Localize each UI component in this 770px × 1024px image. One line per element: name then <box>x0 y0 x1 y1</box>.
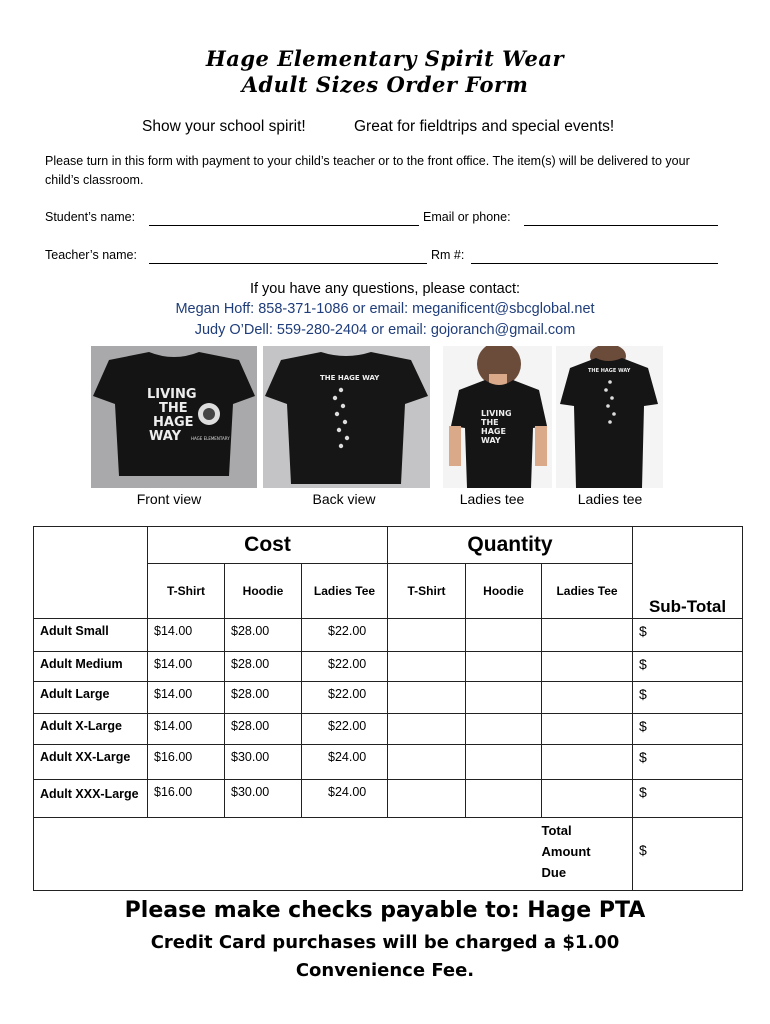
total-amount-cell[interactable]: $ <box>633 818 743 891</box>
cost-ladies-header: Ladies Tee <box>302 564 388 619</box>
qty-ladies-cell[interactable] <box>542 714 633 745</box>
front-small-text: HAGE ELEMENTARY <box>191 436 230 441</box>
table-row <box>34 780 743 818</box>
ladies-tee-caption-2: Ladies tee <box>577 491 643 507</box>
svg-text:WAY: WAY <box>149 429 181 444</box>
subtotal-cell[interactable]: $ <box>633 682 743 714</box>
qty-hoodie-cell[interactable] <box>466 619 542 652</box>
cost-header: Cost <box>148 527 388 564</box>
contact-person-1: Megan Hoff: 858-371-1086 or email: meganificent@sbcglobal.net <box>175 301 595 317</box>
student-name-line[interactable] <box>149 225 419 226</box>
front-view-photo <box>91 346 257 488</box>
total-label-line-3: Due <box>541 865 567 880</box>
qty-tshirt-cell[interactable] <box>388 619 466 652</box>
credit-card-line-1: Credit Card purchases will be charged a $1.00 <box>150 932 620 953</box>
email-phone-line[interactable] <box>524 225 718 226</box>
qty-hoodie-cell[interactable] <box>466 714 542 745</box>
svg-text:THE HAGE WAY: THE HAGE WAY <box>588 368 631 374</box>
teacher-name-label: Teacher’s name: <box>45 248 137 262</box>
back-view-photo <box>263 346 430 488</box>
subtotal-cell[interactable]: $ <box>633 652 743 682</box>
qty-tshirt-cell[interactable] <box>388 682 466 714</box>
room-line[interactable] <box>471 263 718 264</box>
credit-card-note <box>0 929 770 985</box>
room-label: Rm #: <box>431 248 465 262</box>
price-ladies: $22.00 <box>302 714 388 745</box>
size-label: Adult XXX-Large <box>34 780 148 818</box>
price-ladies: $22.00 <box>302 682 388 714</box>
price-ladies: $24.00 <box>302 745 388 780</box>
price-tshirt: $16.00 <box>148 780 225 818</box>
table-row <box>34 652 743 682</box>
ladies-tee-back-photo <box>556 346 663 488</box>
contact-person-2: Judy O’Dell: 559-280-2404 or email: gojoranch@gmail.com <box>194 322 576 338</box>
cost-tshirt-header: T-Shirt <box>148 564 225 619</box>
price-ladies: $22.00 <box>302 619 388 652</box>
table-row <box>34 619 743 652</box>
qty-ladies-cell[interactable] <box>542 619 633 652</box>
subtotal-header: Sub-Total <box>633 527 743 619</box>
front-view-caption: Front view <box>136 491 202 507</box>
size-label: Adult Small <box>34 619 148 652</box>
total-label <box>542 818 633 891</box>
qty-tshirt-cell[interactable] <box>388 780 466 818</box>
svg-text:THE: THE <box>159 401 188 416</box>
price-hoodie: $28.00 <box>225 714 302 745</box>
checks-payable-note: Please make checks payable to: Hage PTA <box>124 898 646 923</box>
svg-text:LIVING: LIVING <box>147 387 197 402</box>
size-label: Adult X-Large <box>34 714 148 745</box>
svg-text:WAY: WAY <box>481 436 501 445</box>
qty-hoodie-cell[interactable] <box>466 780 542 818</box>
qty-ladies-cell[interactable] <box>542 745 633 780</box>
teacher-name-line[interactable] <box>149 263 427 264</box>
form-title: Hage Elementary Spirit Wear <box>205 46 565 71</box>
svg-text:HAGE: HAGE <box>481 427 506 436</box>
instructions: Please turn in this form with payment to your child’s teacher or to the front office. The item(s) will be delivered to your child’s classroom. <box>45 154 690 187</box>
price-hoodie: $28.00 <box>225 682 302 714</box>
tagline-left: Show your school spirit! <box>142 118 306 135</box>
tagline-right: Great for fieldtrips and special events! <box>354 118 615 135</box>
table-row <box>34 745 743 780</box>
price-tshirt: $14.00 <box>148 619 225 652</box>
contact-intro: If you have any questions, please contact: <box>249 281 521 297</box>
price-ladies: $22.00 <box>302 652 388 682</box>
total-label-line-2: Amount <box>541 844 591 859</box>
total-label-line-1: Total <box>541 823 572 838</box>
form-subtitle: Adult Sizes Order Form <box>241 72 529 97</box>
price-hoodie: $30.00 <box>225 745 302 780</box>
qty-hoodie-cell[interactable] <box>466 745 542 780</box>
svg-text:LIVING: LIVING <box>481 409 512 418</box>
qty-tshirt-cell[interactable] <box>388 714 466 745</box>
qty-ladies-cell[interactable] <box>542 780 633 818</box>
qty-tshirt-cell[interactable] <box>388 652 466 682</box>
price-tshirt: $14.00 <box>148 714 225 745</box>
table-row <box>34 714 743 745</box>
back-view-caption: Back view <box>312 491 376 507</box>
price-hoodie: $28.00 <box>225 619 302 652</box>
qty-hoodie-cell[interactable] <box>466 682 542 714</box>
total-blank <box>34 818 542 891</box>
subtotal-cell[interactable]: $ <box>633 714 743 745</box>
total-row <box>34 818 743 891</box>
subtotal-cell[interactable]: $ <box>633 619 743 652</box>
ladies-tee-front-photo <box>443 346 552 488</box>
email-phone-label: Email or phone: <box>423 210 511 224</box>
back-title-text: THE HAGE WAY <box>320 374 380 382</box>
price-hoodie: $28.00 <box>225 652 302 682</box>
price-tshirt: $16.00 <box>148 745 225 780</box>
subtotal-cell[interactable]: $ <box>633 745 743 780</box>
qty-ladies-header: Ladies Tee <box>542 564 633 619</box>
size-label: Adult Large <box>34 682 148 714</box>
svg-text:HAGE: HAGE <box>153 415 194 430</box>
price-hoodie: $30.00 <box>225 780 302 818</box>
quantity-header: Quantity <box>388 527 633 564</box>
qty-tshirt-cell[interactable] <box>388 745 466 780</box>
credit-card-line-2: Convenience Fee. <box>295 960 475 981</box>
table-row <box>34 682 743 714</box>
cost-hoodie-header: Hoodie <box>225 564 302 619</box>
size-label: Adult Medium <box>34 652 148 682</box>
order-table <box>33 526 743 891</box>
qty-tshirt-header: T-Shirt <box>388 564 466 619</box>
ladies-tee-caption-1: Ladies tee <box>459 491 525 507</box>
subtotal-cell[interactable]: $ <box>633 780 743 818</box>
price-tshirt: $14.00 <box>148 682 225 714</box>
size-label: Adult XX-Large <box>34 745 148 780</box>
qty-ladies-cell[interactable] <box>542 682 633 714</box>
price-tshirt: $14.00 <box>148 652 225 682</box>
qty-hoodie-header: Hoodie <box>466 564 542 619</box>
student-name-label: Student’s name: <box>45 210 136 224</box>
qty-ladies-cell[interactable] <box>542 652 633 682</box>
price-ladies: $24.00 <box>302 780 388 818</box>
svg-text:THE: THE <box>481 418 499 427</box>
corner-cell <box>34 527 148 619</box>
qty-hoodie-cell[interactable] <box>466 652 542 682</box>
